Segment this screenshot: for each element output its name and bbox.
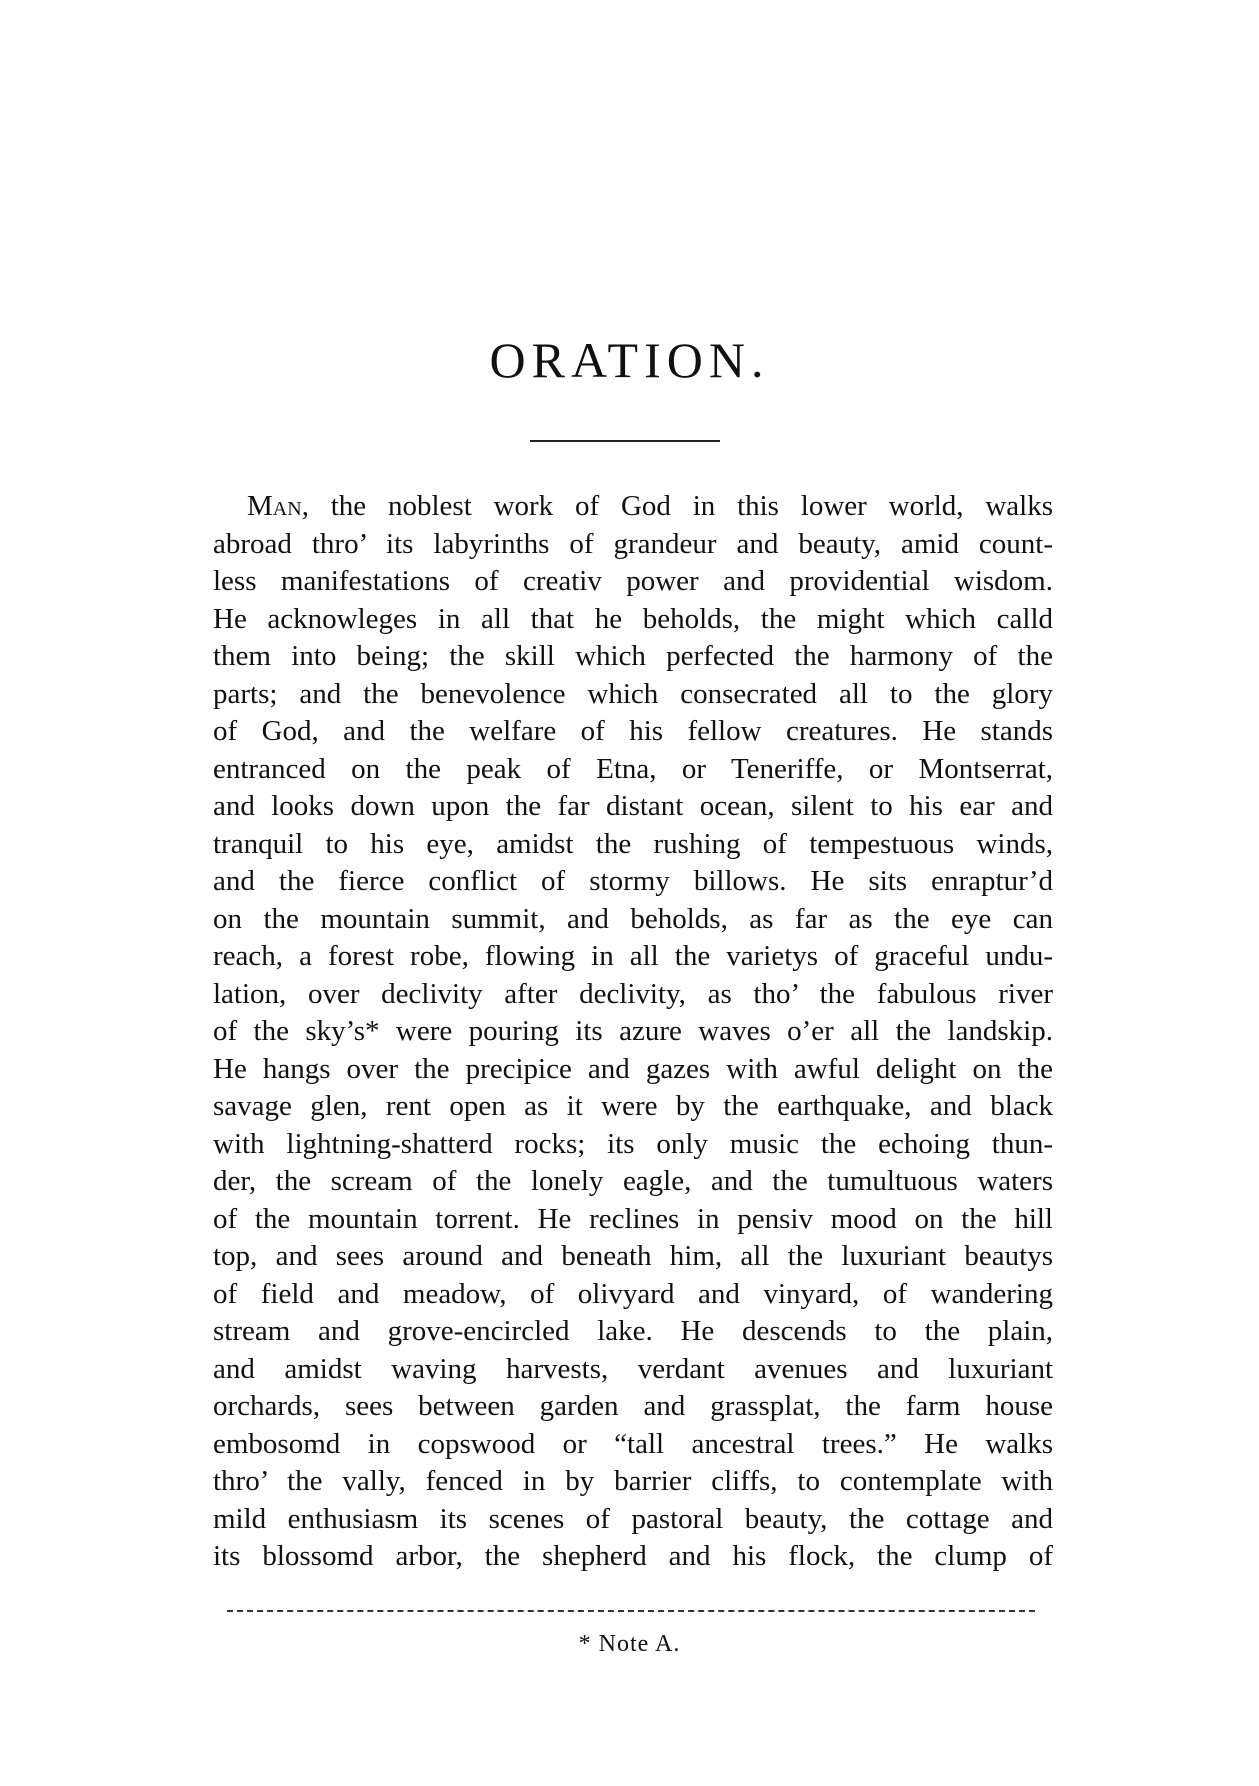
text-line: of God, and the welfare of his fellow creatures. He stands	[213, 715, 1053, 747]
page-title: ORATION.	[489, 332, 770, 388]
title-divider	[530, 440, 720, 442]
text-line: tranquil to his eye, amidst the rushing of tempestuous winds,	[213, 827, 1053, 860]
text-line: with lightning-shatterd rocks; its only music the echoing thun-	[213, 1127, 1053, 1160]
footnote-divider	[227, 1610, 1035, 1612]
text-line: der, the scream of the lonely eagle, and the tumultuous waters	[213, 1165, 1053, 1197]
text-line: stream and grove-encircled lake. He descends to the plain,	[213, 1315, 1053, 1347]
drop-word: Man	[247, 490, 302, 522]
text-line: of the sky’s* were pouring its azure waves o’er all the landskip.	[213, 1015, 1053, 1047]
footnote: * Note A.	[578, 1631, 681, 1657]
text-line: reach, a forest robe, flowing in all the varietys of graceful undu-	[213, 940, 1053, 972]
text-line: and amidst waving harvests, verdant avenues and luxuriant	[213, 1352, 1053, 1385]
text-line: top, and sees around and beneath him, all the luxuriant beautys	[213, 1240, 1053, 1272]
text-line: and looks down upon the far distant ocean, silent to his ear and	[213, 790, 1053, 822]
text-line-content: , the noblest work of God in this lower world, walks	[301, 490, 1053, 522]
oration-paragraph	[213, 488, 1053, 1576]
text-line: on the mountain summit, and beholds, as far as the eye can	[213, 902, 1053, 935]
text-line: less manifestations of creativ power and providential wisdom.	[213, 565, 1053, 597]
text-line: thro’ the vally, fenced in by barrier cliffs, to contemplate with	[213, 1465, 1053, 1497]
text-line	[213, 488, 1053, 526]
text-line: He hangs over the precipice and gazes with awful delight on the	[213, 1052, 1053, 1085]
text-line: parts; and the benevolence which consecrated all to the glory	[213, 677, 1053, 710]
text-line: of the mountain torrent. He reclines in pensiv mood on the hill	[213, 1202, 1053, 1235]
text-line: savage glen, rent open as it were by the earthquake, and black	[213, 1090, 1053, 1122]
text-line: them into being; the skill which perfected the harmony of the	[213, 640, 1053, 672]
text-line: abroad thro’ its labyrinths of grandeur and beauty, amid count-	[213, 527, 1053, 560]
text-line: He acknowleges in all that he beholds, the might which calld	[213, 602, 1053, 635]
text-line: orchards, sees between garden and grassplat, the farm house	[213, 1390, 1053, 1422]
text-line: and the fierce conflict of stormy billows. He sits enraptur’d	[213, 865, 1053, 897]
text-line: mild enthusiasm its scenes of pastoral beauty, the cottage and	[213, 1502, 1053, 1535]
text-line: of field and meadow, of olivyard and vinyard, of wandering	[213, 1277, 1053, 1310]
text-line: its blossomd arbor, the shepherd and his flock, the clump of	[213, 1540, 1053, 1572]
text-line: lation, over declivity after declivity, as tho’ the fabulous river	[213, 977, 1053, 1010]
text-line: entranced on the peak of Etna, or Teneriffe, or Montserrat,	[213, 752, 1053, 785]
text-line: embosomd in copswood or “tall ancestral trees.” He walks	[213, 1427, 1053, 1460]
